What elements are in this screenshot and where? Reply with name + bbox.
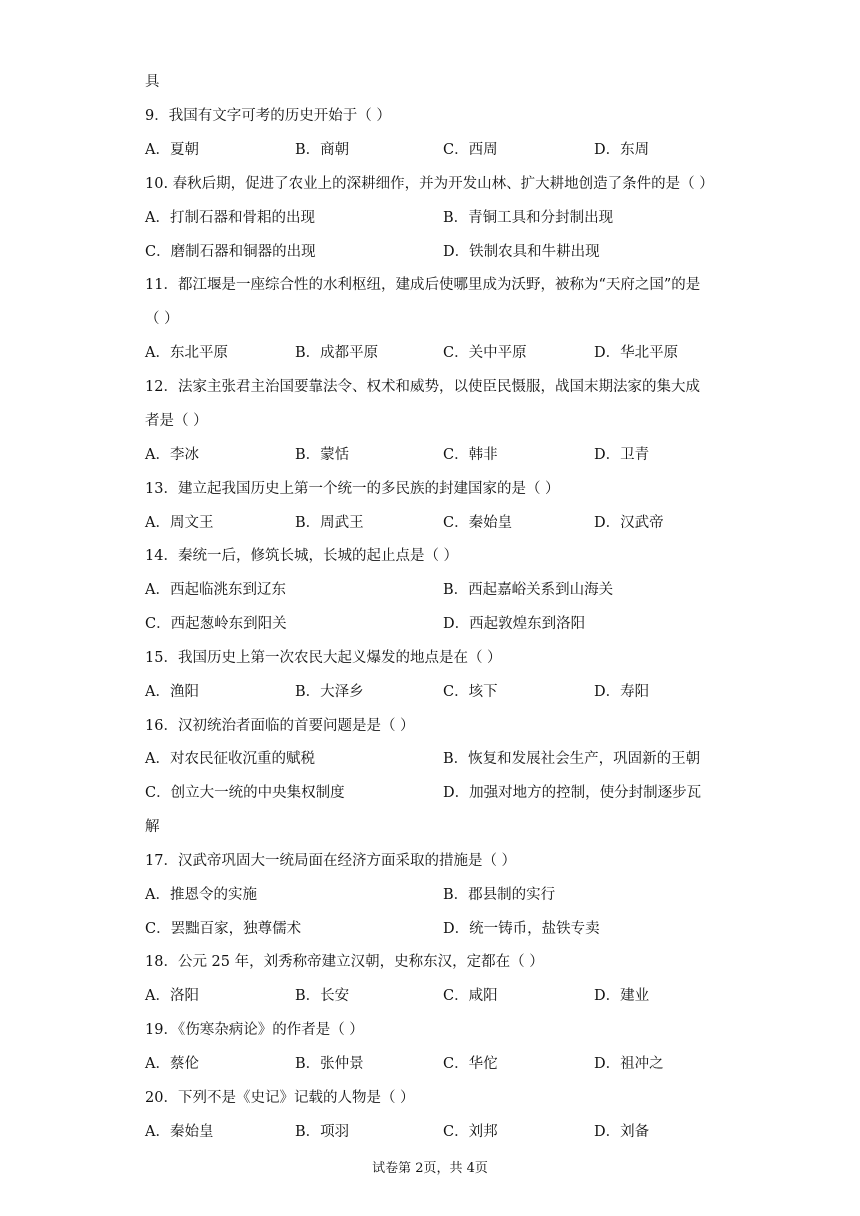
option-b: B．成都平原 bbox=[295, 345, 379, 361]
option-d: D．寿阳 bbox=[594, 684, 650, 700]
option-c: C．罢黜百家，独尊儒术 bbox=[145, 921, 302, 937]
question-11-stem-cont: （ ） bbox=[145, 311, 179, 327]
option-b: B．项羽 bbox=[295, 1124, 350, 1140]
option-a: A．东北平原 bbox=[145, 345, 228, 361]
question-16-options-row2 bbox=[145, 783, 745, 803]
question-17-stem: 17．汉武帝巩固大一统局面在经济方面采取的措施是（ ） bbox=[145, 853, 517, 869]
option-a: A．渔阳 bbox=[145, 684, 199, 700]
question-16-stem: 16．汉初统治者面临的首要问题是是（ ） bbox=[145, 718, 415, 734]
option-c: C．关中平原 bbox=[443, 345, 527, 361]
option-b: B．青铜工具和分封制出现 bbox=[443, 210, 614, 226]
option-d: D．东周 bbox=[594, 142, 650, 158]
question-15-stem: 15．我国历史上第一次农民大起义爆发的地点是在（ ） bbox=[145, 650, 502, 666]
question-20-stem: 20．下列不是《史记》记载的人物是（ ） bbox=[145, 1090, 415, 1106]
option-a: A．蔡伦 bbox=[145, 1056, 199, 1072]
question-16-option-d-cont: 解 bbox=[145, 819, 160, 835]
option-c: C．西周 bbox=[443, 142, 498, 158]
option-d: D．华北平原 bbox=[594, 345, 679, 361]
option-c: C．磨制石器和铜器的出现 bbox=[145, 244, 316, 260]
question-18-stem: 18．公元 25 年，刘秀称帝建立汉朝，史称东汉，定都在（ ） bbox=[145, 954, 544, 970]
question-11-stem: 11．都江堰是一座综合性的水利枢纽，建成后使哪里成为沃野，被称为“天府之国”的是 bbox=[145, 277, 701, 293]
question-14-options-row2 bbox=[145, 614, 745, 634]
option-b: B．西起嘉峪关系到山海关 bbox=[443, 582, 614, 598]
option-b: B．周武王 bbox=[295, 515, 364, 531]
option-b: B．郡县制的实行 bbox=[443, 887, 556, 903]
question-10-options-row2 bbox=[145, 242, 745, 262]
question-17-options-row2 bbox=[145, 919, 745, 939]
option-a: A．洛阳 bbox=[145, 988, 199, 1004]
option-d: D．汉武帝 bbox=[594, 515, 664, 531]
option-b: B．大泽乡 bbox=[295, 684, 364, 700]
option-c: C．创立大一统的中央集权制度 bbox=[145, 785, 345, 801]
question-15-options bbox=[145, 682, 745, 702]
option-a: A．西起临洮东到辽东 bbox=[145, 582, 286, 598]
option-a: A．打制石器和骨耜的出现 bbox=[145, 210, 315, 226]
option-d: D．铁制农具和牛耕出现 bbox=[443, 244, 600, 260]
option-a: A．秦始皇 bbox=[145, 1124, 214, 1140]
question-10-options-row1 bbox=[145, 208, 745, 228]
option-d: D．祖冲之 bbox=[594, 1056, 664, 1072]
option-a: A．周文王 bbox=[145, 515, 214, 531]
option-d: D．统一铸币，盐铁专卖 bbox=[443, 921, 600, 937]
option-d: D．刘备 bbox=[594, 1124, 650, 1140]
carry-over-text: 具 bbox=[145, 74, 160, 90]
option-a: A．推恩令的实施 bbox=[145, 887, 257, 903]
question-12-stem: 12．法家主张君主治国要靠法令、权术和威势，以使臣民慑服，战国末期法家的集大成 bbox=[145, 379, 700, 395]
option-b: B．长安 bbox=[295, 988, 350, 1004]
option-c: C．华佗 bbox=[443, 1056, 498, 1072]
option-c: C．垓下 bbox=[443, 684, 498, 700]
question-9-options bbox=[145, 140, 745, 160]
option-d: D．建业 bbox=[594, 988, 650, 1004]
question-19-options bbox=[145, 1054, 745, 1074]
question-13-stem: 13．建立起我国历史上第一个统一的多民族的封建国家的是（ ） bbox=[145, 481, 560, 497]
option-b: B．蒙恬 bbox=[295, 447, 350, 463]
option-c: C．西起葱岭东到阳关 bbox=[145, 616, 287, 632]
question-17-options-row1 bbox=[145, 885, 745, 905]
option-d: D．西起敦煌东到洛阳 bbox=[443, 616, 586, 632]
option-b: B．张仲景 bbox=[295, 1056, 364, 1072]
question-12-stem-cont: 者是（ ） bbox=[145, 413, 208, 429]
question-11-options bbox=[145, 343, 745, 363]
question-16-options-row1 bbox=[145, 749, 745, 769]
question-20-options bbox=[145, 1122, 745, 1142]
question-14-stem: 14．秦统一后，修筑长城，长城的起止点是（ ） bbox=[145, 548, 459, 564]
question-14-options-row1 bbox=[145, 580, 745, 600]
option-b: B．商朝 bbox=[295, 142, 350, 158]
question-19-stem: 19．《伤寒杂病论》的作者是（ ） bbox=[145, 1022, 364, 1038]
question-9-stem: 9．我国有文字可考的历史开始于（ ） bbox=[145, 108, 391, 124]
option-c: C．韩非 bbox=[443, 447, 498, 463]
option-d: D．卫青 bbox=[594, 447, 650, 463]
option-a: A．夏朝 bbox=[145, 142, 199, 158]
question-12-options bbox=[145, 445, 745, 465]
option-a: A．李冰 bbox=[145, 447, 199, 463]
option-c: C．刘邦 bbox=[443, 1124, 498, 1140]
option-d: D．加强对地方的控制，使分封制逐步瓦 bbox=[443, 785, 702, 801]
question-18-options bbox=[145, 986, 745, 1006]
option-c: C．秦始皇 bbox=[443, 515, 513, 531]
option-b: B．恢复和发展社会生产，巩固新的王朝 bbox=[443, 751, 701, 767]
option-a: A．对农民征收沉重的赋税 bbox=[145, 751, 315, 767]
option-c: C．咸阳 bbox=[443, 988, 498, 1004]
question-10-stem: 10. 春秋后期，促进了农业上的深耕细作，并为开发山林、扩大耕地创造了条件的是（ ） bbox=[145, 176, 714, 192]
question-13-options bbox=[145, 513, 745, 533]
page-footer: 试卷第 2页，共 4页 bbox=[372, 1161, 488, 1176]
